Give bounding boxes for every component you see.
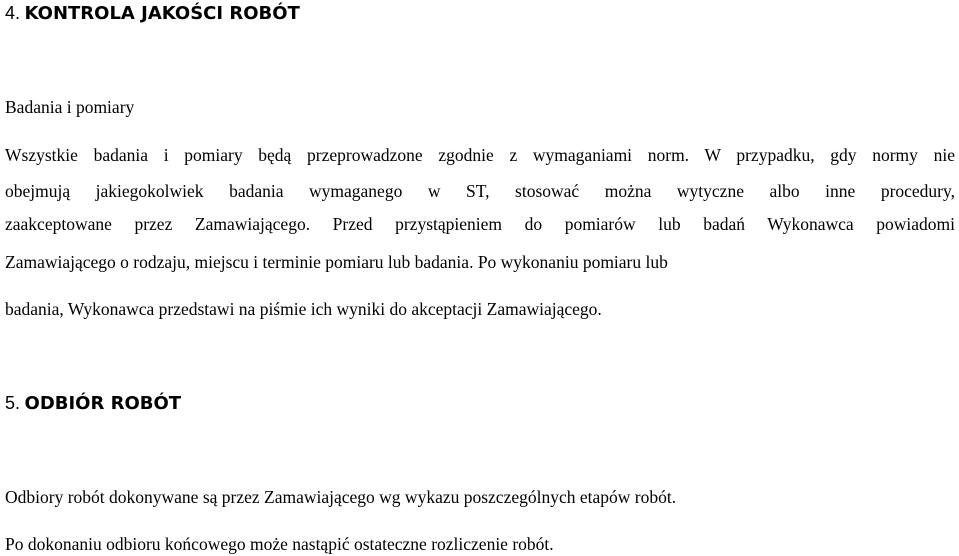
section-number: 5. xyxy=(5,393,21,413)
section-title: ODBIÓR ROBÓT xyxy=(24,393,182,414)
section-5-heading xyxy=(5,392,181,415)
paragraph-line: zaakceptowane przez Zamawiającego. Przed przystąpieniem do pomiarów lub badań Wykonawca powiadomi xyxy=(5,214,955,234)
paragraph: Odbiory robót dokonywane są przez Zamawiającego wg wykazu poszczególnych etapów robót. xyxy=(5,487,677,507)
paragraph-line: Wszystkie badania i pomiary będą przeprowadzone zgodnie z wymaganiami norm. W przypadku, gdy normy nie xyxy=(5,145,955,165)
paragraph-line: badania, Wykonawca przedstawi na piśmie ich wyniki do akceptacji Zamawiającego. xyxy=(5,299,602,319)
section-number: 4. xyxy=(5,3,21,23)
paragraph-line: Zamawiającego o rodzaju, miejscu i terminie pomiaru lub badania. Po wykonaniu pomiaru lub xyxy=(5,252,668,272)
subheading: Badania i pomiary xyxy=(5,97,135,117)
paragraph: Po dokonaniu odbioru końcowego może nastąpić ostateczne rozliczenie robót. xyxy=(5,534,554,554)
section-title: KONTROLA JAKOŚCI ROBÓT xyxy=(24,3,300,24)
paragraph-line: obejmują jakiegokolwiek badania wymaganego w ST, stosować można wytyczne albo inne procedury, xyxy=(5,181,955,201)
section-4-heading xyxy=(5,2,300,25)
